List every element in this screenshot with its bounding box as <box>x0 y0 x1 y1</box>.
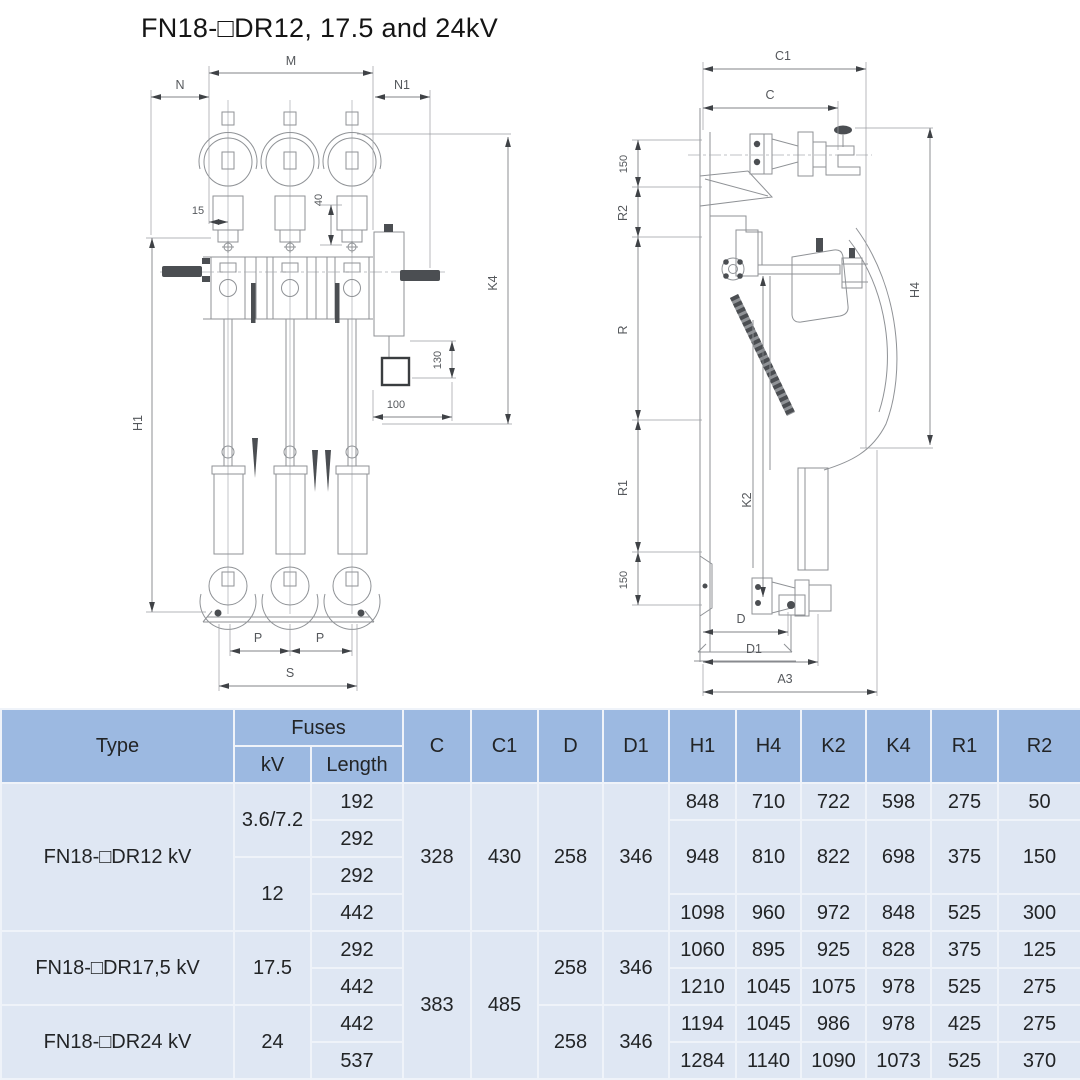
table-cell: 1194 <box>669 1005 736 1042</box>
table-cell: 1284 <box>669 1042 736 1079</box>
table-cell: 346 <box>603 783 669 931</box>
table-cell: 275 <box>931 783 998 820</box>
table-cell: 430 <box>471 783 538 931</box>
table-cell: 375 <box>931 931 998 968</box>
side-dim-r-label: R <box>616 325 630 335</box>
header-length: Length <box>311 746 403 783</box>
table-cell: 442 <box>311 1005 403 1042</box>
type-cell: FN18-□DR17,5 kV <box>1 931 234 1005</box>
front-dim-m-label: M <box>285 54 297 68</box>
drawing-title: FN18-□DR12, 17.5 and 24kV <box>141 13 498 43</box>
table-cell: 1073 <box>866 1042 931 1079</box>
table-cell: 370 <box>998 1042 1080 1079</box>
table-cell: 275 <box>998 968 1080 1005</box>
table-cell: 525 <box>931 968 998 1005</box>
header-d1: D1 <box>603 709 669 783</box>
front-dim-h1-label: H1 <box>131 415 145 431</box>
table-cell: 1045 <box>736 1005 801 1042</box>
table-cell: 258 <box>538 783 603 931</box>
table-cell: 125 <box>998 931 1080 968</box>
table-cell: 525 <box>931 894 998 931</box>
header-r2: R2 <box>998 709 1080 783</box>
table-cell: 258 <box>538 1005 603 1079</box>
header-r1: R1 <box>931 709 998 783</box>
front-dim-130-label: 130 <box>432 350 444 370</box>
table-cell: 3.6/7.2 <box>234 783 311 857</box>
header-k4: K4 <box>866 709 931 783</box>
header-k2: K2 <box>801 709 866 783</box>
front-dim-100-label: 100 <box>386 399 406 411</box>
table-cell: 537 <box>311 1042 403 1079</box>
header-h1: H1 <box>669 709 736 783</box>
table-cell: 978 <box>866 968 931 1005</box>
table-cell: 192 <box>311 783 403 820</box>
front-frame <box>160 224 445 622</box>
side-dim-k2-label: K2 <box>740 492 754 508</box>
table-cell: 1045 <box>736 968 801 1005</box>
table-cell: 275 <box>998 1005 1080 1042</box>
header-kv: kV <box>234 746 311 783</box>
table-cell: 986 <box>801 1005 866 1042</box>
side-view-drawing <box>615 40 1080 705</box>
header-type: Type <box>1 709 234 783</box>
header-d: D <box>538 709 603 783</box>
side-machine <box>688 108 897 662</box>
table-cell: 828 <box>866 931 931 968</box>
side-dim-c1-label: C1 <box>775 49 791 63</box>
table-cell: 300 <box>998 894 1080 931</box>
table-cell: 346 <box>603 1005 669 1079</box>
table-row <box>1 931 1080 968</box>
table-cell: 1075 <box>801 968 866 1005</box>
side-dim-r1-label: R1 <box>616 480 630 496</box>
table-cell: 292 <box>311 931 403 968</box>
table-cell: 24 <box>234 1005 311 1079</box>
header-c: C <box>403 709 471 783</box>
front-dim-15-label: 15 <box>191 205 205 217</box>
table-cell: 292 <box>311 857 403 894</box>
table-cell: 328 <box>403 783 471 931</box>
table-cell: 925 <box>801 931 866 968</box>
table-cell: 810 <box>736 820 801 894</box>
front-dimensions <box>131 54 512 691</box>
front-dim-p-right-label: P <box>315 631 325 645</box>
table-cell: 972 <box>801 894 866 931</box>
front-dim-k4-label: K4 <box>486 275 500 291</box>
table-cell: 848 <box>866 894 931 931</box>
front-dim-p-left-label: P <box>253 631 263 645</box>
table-cell: 1140 <box>736 1042 801 1079</box>
header-fuses: Fuses <box>234 709 403 746</box>
table-cell: 150 <box>998 820 1080 894</box>
table-cell: 442 <box>311 894 403 931</box>
table-cell: 375 <box>931 820 998 894</box>
side-dim-a3-label: A3 <box>777 672 793 686</box>
header-c1: C1 <box>471 709 538 783</box>
side-dim-150-top-label: 150 <box>618 154 630 174</box>
table-cell: 485 <box>471 931 538 1079</box>
table-cell: 598 <box>866 783 931 820</box>
table-cell: 346 <box>603 931 669 1005</box>
front-dim-40-label: 40 <box>313 193 325 207</box>
side-dim-d-label: D <box>736 612 746 626</box>
type-cell: FN18-□DR12 kV <box>1 783 234 931</box>
front-dim-s-label: S <box>285 666 295 680</box>
table-cell: 1210 <box>669 968 736 1005</box>
side-dim-c-label: C <box>765 88 775 102</box>
front-dim-n-label: N <box>175 78 185 92</box>
table-cell: 442 <box>311 968 403 1005</box>
table-row <box>1 1005 1080 1042</box>
table-cell: 848 <box>669 783 736 820</box>
table-cell: 50 <box>998 783 1080 820</box>
table-cell: 948 <box>669 820 736 894</box>
table-cell: 525 <box>931 1042 998 1079</box>
table-cell: 17.5 <box>234 931 311 1005</box>
dimensions-table <box>0 708 1080 1080</box>
front-view-drawing <box>130 45 590 705</box>
type-cell: FN18-□DR24 kV <box>1 1005 234 1079</box>
table-cell: 383 <box>403 931 471 1079</box>
table-cell: 710 <box>736 783 801 820</box>
table-cell: 1098 <box>669 894 736 931</box>
table-cell: 895 <box>736 931 801 968</box>
table-cell: 292 <box>311 820 403 857</box>
table-cell: 960 <box>736 894 801 931</box>
side-dim-150-bottom-label: 150 <box>618 570 630 590</box>
table-cell: 1090 <box>801 1042 866 1079</box>
table-cell: 698 <box>866 820 931 894</box>
table-row <box>1 783 1080 820</box>
table-cell: 722 <box>801 783 866 820</box>
side-dim-h4-label: H4 <box>908 282 922 298</box>
side-dim-d1-label: D1 <box>746 642 762 656</box>
side-dim-r2-label: R2 <box>616 205 630 221</box>
table-cell: 12 <box>234 857 311 931</box>
table-cell: 978 <box>866 1005 931 1042</box>
table-cell: 1060 <box>669 931 736 968</box>
front-dim-n1-label: N1 <box>394 78 410 92</box>
front-pole <box>199 100 257 629</box>
header-h4: H4 <box>736 709 801 783</box>
table-cell: 258 <box>538 931 603 1005</box>
table-cell: 425 <box>931 1005 998 1042</box>
table-cell: 822 <box>801 820 866 894</box>
